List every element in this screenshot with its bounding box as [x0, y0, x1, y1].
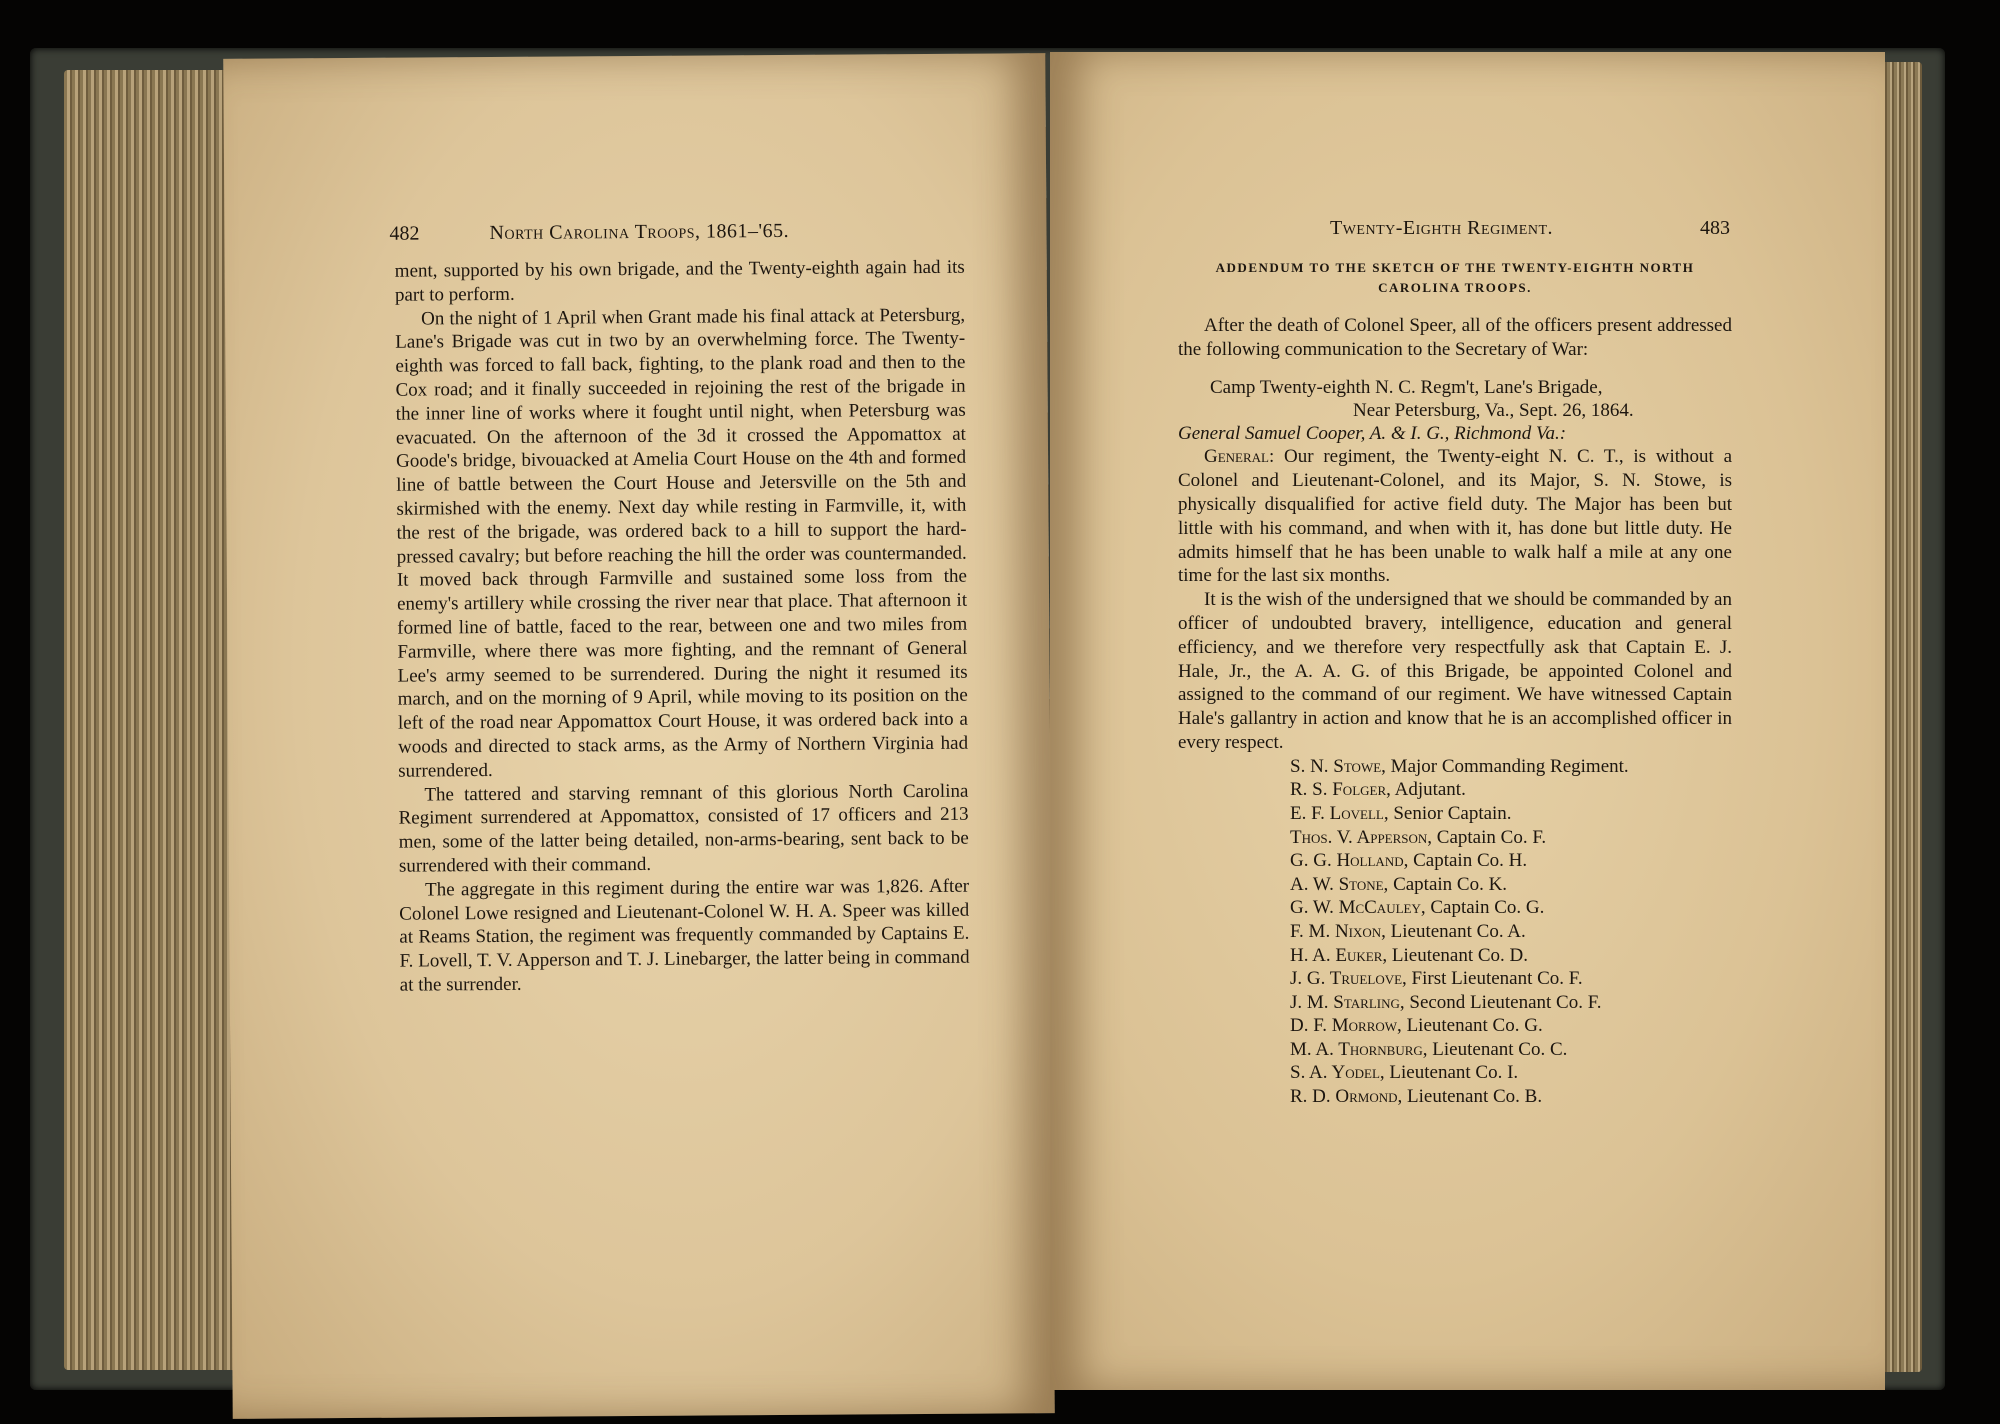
- running-head: Twenty-Eighth Regiment.: [1330, 217, 1554, 239]
- dateline: [1178, 376, 1732, 422]
- intro-paragraph: After the death of Colonel Speer, all of the officers present addressed the following communication to the Secretary of War:: [1178, 315, 1732, 360]
- signatory-title: Lieutenant Co. I.: [1389, 1062, 1519, 1084]
- signatory-name: Thos. V. Apperson,: [1290, 826, 1433, 848]
- signatory-name: D. F. Morrow,: [1290, 1015, 1402, 1037]
- signatory-title: Lieutenant Co. D.: [1391, 944, 1529, 966]
- signatory-title: Second Lieutenant Co. F.: [1409, 991, 1602, 1013]
- signatory-name: G. W. McCauley,: [1290, 897, 1426, 919]
- right-body-text: [1178, 314, 1732, 1109]
- signature-line: [1290, 873, 1732, 897]
- letter-paragraph: It is the wish of the undersigned that we should be commanded by an officer of undoubted bravery, intelligence, education and general efficiency, and we therefore very respectfully ask that Captain E. J. Hale, Jr., the A. A. G. of this Brigade, be appointed Colonel and assigned to the command of our regiment. We have witnessed Captain Hale's gallantry in action and know that he is an accomplished officer in every respect.: [1178, 589, 1732, 753]
- signatory-title: Major Commanding Regiment.: [1390, 755, 1629, 777]
- right-page: [1050, 52, 1885, 1390]
- signatory-name: R. S. Folger,: [1290, 779, 1391, 801]
- page-number: 482: [389, 222, 420, 245]
- signature-line: [1290, 778, 1732, 802]
- signatory-title: Captain Co. H.: [1413, 850, 1528, 872]
- left-page: [223, 53, 1054, 1419]
- signature-line: [1290, 1014, 1732, 1038]
- signatory-title: Lieutenant Co. C.: [1432, 1038, 1568, 1060]
- page-number: 483: [1700, 217, 1730, 239]
- signature-line: [1290, 920, 1732, 944]
- signature-line: [1290, 991, 1732, 1015]
- signature-line: [1290, 896, 1732, 920]
- signatory-title: Captain Co. G.: [1430, 897, 1545, 919]
- paragraph: ment, supported by his own brigade, and the Twenty-eighth again had its part to perform.: [394, 256, 965, 306]
- signatory-name: H. A. Euker,: [1290, 944, 1388, 966]
- signatory-title: Captain Co. K.: [1393, 873, 1508, 895]
- signatory-title: Lieutenant Co. G.: [1406, 1015, 1543, 1037]
- paragraph: The tattered and starving remnant of this glorious North Carolina Regiment surrendered at Appomattox, consisted of 17 officers and 213 men, some of the latter being detailed, non-arms-bearing, sent back to be surrendered with their command.: [398, 780, 969, 877]
- dateline-line-2: Near Petersburg, Va., Sept. 26, 1864.: [1353, 399, 1634, 421]
- letter-greeting: General:: [1204, 446, 1275, 468]
- signatory-name: M. A. Thornburg,: [1290, 1038, 1428, 1060]
- signatory-name: J. G. Truelove,: [1290, 968, 1407, 990]
- signature-line: [1290, 755, 1732, 779]
- signature-list: [1178, 755, 1732, 1109]
- signature-line: [1290, 826, 1732, 850]
- signature-line: [1290, 1085, 1732, 1109]
- signatory-title: Lieutenant Co. B.: [1407, 1086, 1543, 1108]
- page-edges-right: [1880, 62, 1922, 1372]
- signature-line: [1290, 802, 1732, 826]
- signatory-name: E. F. Lovell,: [1290, 802, 1389, 824]
- signatory-title: Captain Co. F.: [1436, 826, 1547, 848]
- addendum-title: ADDENDUM TO THE SKETCH OF THE TWENTY-EIGHTH NORTH CAROLINA TROOPS.: [1215, 260, 1695, 295]
- signatory-name: S. A. Yodel,: [1290, 1062, 1385, 1084]
- signature-line: [1290, 944, 1732, 968]
- page-edges-left: [64, 70, 234, 1370]
- left-body-text: [395, 256, 970, 998]
- signatory-title: Adjutant.: [1394, 779, 1466, 801]
- signatory-title: Senior Captain.: [1393, 802, 1512, 824]
- signatory-title: Lieutenant Co. A.: [1390, 920, 1526, 942]
- signature-line: [1290, 1038, 1732, 1062]
- running-head: North Carolina Troops, 1861–'65.: [489, 219, 790, 245]
- paragraph: The aggregate in this regiment during the entire war was 1,826. After Colonel Lowe resigned and Lieutenant-Colonel W. H. A. Speer was killed at Reams Station, the regiment was frequently commanded by Captains E. F. Lovell, T. V. Apperson and T. J. Linebarger, the latter being in command at the surrender.: [399, 875, 970, 996]
- signatory-name: S. N. Stowe,: [1290, 755, 1386, 777]
- letter-paragraph: [1178, 445, 1732, 588]
- dateline-line-1: Camp Twenty-eighth N. C. Regm't, Lane's Brigade,: [1210, 376, 1603, 398]
- paragraph: On the night of 1 April when Grant made his final attack at Petersburg, Lane's Brigade was cut in two by an overwhelming force. The Twenty-eighth was forced to fall back, fighting, to the plank road and then to the Cox road; and it finally succeeded in rejoining the rest of the brigade in the inner line of works where it fought until night, when Petersburg was evacuated. On the afternoon of the 3d it crossed the Appomattox at Goode's bridge, bivouacked at Amelia Court House on the 4th and formed line of battle between the Court House and Jetersville on the 5th and skirmished with the enemy. Next day while resting in Farmville, it, with the rest of the brigade, was ordered back to a hill to support the hard-pressed cavalry; but before reaching the hill the order was countermanded. It moved back through Farmville and sustained some loss from the enemy's artillery while crossing the river near that place. That afternoon it formed line of battle, faced to the rear, between one and two miles from Farmville, where there was more fighting, and the remnant of General Lee's army seemed to be surrendered. During the night it resumed its march, and on the morning of 9 April, while moving to its position on the left of the road near Appomattox Court House, it was ordered back into a woods and directed to stack arms, as the Army of Northern Virginia had surrendered.: [395, 304, 969, 782]
- signature-line: [1290, 1061, 1732, 1085]
- signature-line: [1290, 967, 1732, 991]
- signatory-name: F. M. Nixon,: [1290, 920, 1386, 942]
- letter-paragraph-text: Our regiment, the Twenty-eight N. C. T., is without a Colonel and Lieutenant-Colonel, and its Major, S. N. Stowe, is physically disqualified for active field duty. The Major has been but little with his command, and when with it, has done but little duty. He admits himself that he has been unable to walk half a mile at any one time for the last six months.: [1178, 446, 1733, 587]
- signatory-name: G. G. Holland,: [1290, 850, 1409, 872]
- signature-line: [1290, 849, 1732, 873]
- signatory-name: R. D. Ormond,: [1290, 1086, 1403, 1108]
- signatory-name: J. M. Starling,: [1290, 991, 1405, 1013]
- signatory-title: First Lieutenant Co. F.: [1411, 968, 1583, 990]
- signatory-name: A. W. Stone,: [1290, 873, 1389, 895]
- salutation: General Samuel Cooper, A. & I. G., Richmond Va.:: [1178, 422, 1567, 444]
